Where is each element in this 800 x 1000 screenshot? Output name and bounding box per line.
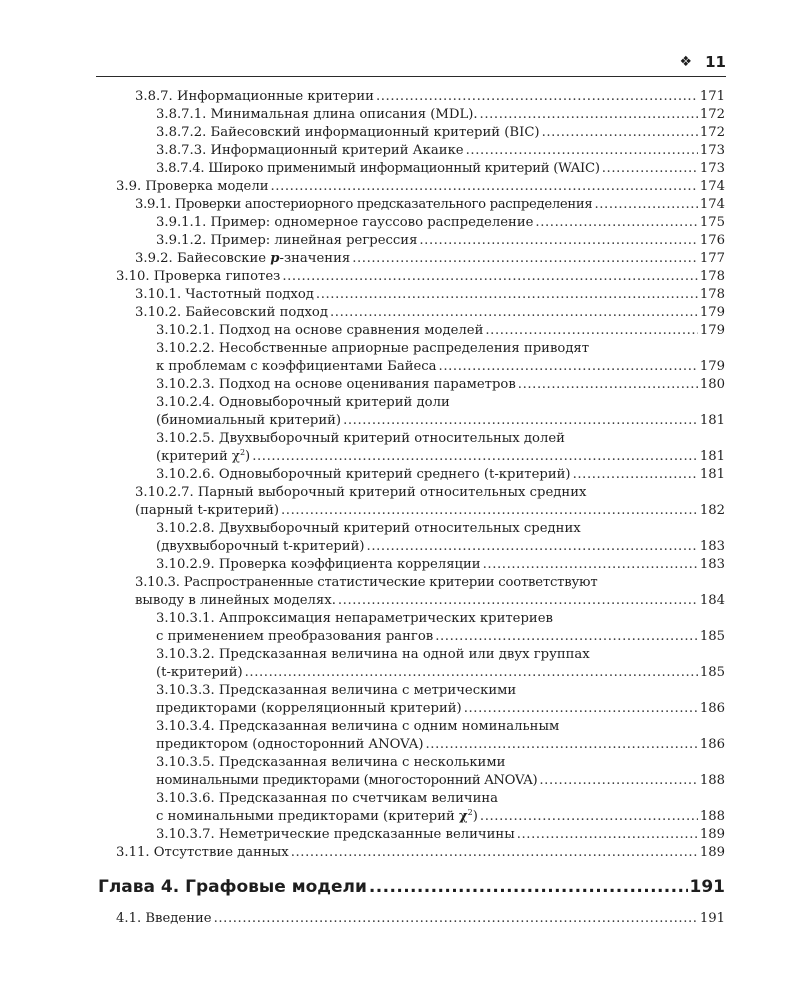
table-of-contents — [0, 88, 800, 928]
toc-entry-title: 3.9.1.2. Пример: линейная регрессия — [156, 233, 418, 248]
toc-entry[interactable] — [156, 772, 725, 790]
toc-entry-title: предиктором (односторонний ANOVA) — [156, 737, 424, 752]
leader-dots — [594, 196, 697, 214]
leader-dots — [282, 268, 698, 286]
toc-entry-page: 189 — [699, 845, 725, 860]
chapter-heading[interactable] — [98, 874, 725, 900]
toc-entry[interactable] — [156, 466, 725, 484]
leader-dots — [316, 286, 698, 304]
toc-entry[interactable] — [135, 502, 725, 520]
leader-dots — [352, 250, 698, 268]
toc-entry[interactable] — [156, 124, 725, 142]
toc-entry-title: к проблемам с коэффициентами Байеса — [156, 359, 437, 374]
toc-entry[interactable] — [156, 358, 725, 376]
p-symbol: p — [270, 251, 280, 266]
toc-entry-title: 3.8.7.2. Байесовский информационный критерий (BIC) — [156, 125, 540, 140]
toc-entry-title-part: с номинальными предикторами (критерий — [156, 809, 459, 824]
chapter-page: 191 — [689, 877, 725, 897]
superscript: 2 — [467, 808, 473, 817]
toc-entry[interactable] — [156, 412, 725, 430]
toc-entry-title: 3.10.2.9. Проверка коэффициента корреляции — [156, 557, 481, 572]
leader-dots — [376, 88, 698, 106]
leader-dots — [245, 664, 698, 682]
toc-entry-title: 3.9.1. Проверки апостериорного предсказательного распределения — [135, 197, 593, 212]
toc-entry-page: 174 — [699, 197, 725, 212]
toc-entry-title: 3.9. Проверка модели — [116, 179, 269, 194]
toc-entry-title-part: (критерий χ — [156, 449, 240, 464]
toc-entry[interactable] — [156, 142, 725, 160]
toc-entry-title: (двухвыборочный t-критерий) — [156, 539, 365, 554]
leader-dots — [435, 628, 698, 646]
toc-entry-line1[interactable] — [156, 754, 725, 772]
toc-entry-title: 3.10.1. Частотный подход — [135, 287, 314, 302]
toc-entry-line1[interactable] — [156, 610, 725, 628]
toc-entry-page: 183 — [699, 539, 725, 554]
toc-entry[interactable] — [116, 178, 725, 196]
toc-entry-line1[interactable] — [156, 718, 725, 736]
toc-entry[interactable] — [116, 910, 725, 928]
toc-entry[interactable] — [156, 448, 725, 466]
leader-dots — [480, 106, 698, 124]
superscript: 2 — [239, 448, 246, 457]
toc-entry-page: 183 — [699, 557, 725, 572]
toc-entry[interactable] — [116, 844, 725, 862]
toc-entry-title: 3.11. Отсутствие данных — [116, 845, 289, 860]
toc-entry[interactable] — [156, 160, 725, 178]
leader-dots — [535, 214, 697, 232]
toc-entry-title: номинальными предикторами (многосторонний ANOVA) — [156, 773, 538, 788]
toc-entry-page: 179 — [699, 323, 725, 338]
toc-entry-title: (биномиальный критерий) — [156, 413, 342, 428]
toc-entry[interactable] — [156, 214, 725, 232]
toc-entry-page: 181 — [699, 467, 725, 482]
leader-dots — [485, 322, 697, 340]
toc-entry[interactable] — [135, 250, 725, 268]
toc-entry[interactable] — [156, 376, 725, 394]
toc-entry[interactable] — [156, 664, 725, 682]
toc-entry-page: 181 — [699, 413, 725, 428]
toc-entry-title — [156, 808, 478, 826]
toc-entry-title: 3.9.1.1. Пример: одномерное гауссово распределение — [156, 215, 534, 230]
toc-entry-page: 172 — [699, 107, 725, 122]
toc-entry-page: 181 — [699, 449, 725, 464]
toc-entry-page: 188 — [699, 809, 725, 824]
toc-entry-title: (парный t-критерий) — [135, 503, 280, 518]
leader-dots — [483, 556, 698, 574]
toc-entry[interactable] — [156, 556, 725, 574]
page-header — [96, 52, 726, 77]
toc-entry[interactable] — [156, 700, 725, 718]
toc-entry-title: 3.10.2.5. Двухвыборочный критерий относительных долей — [156, 431, 565, 446]
leader-dots — [480, 808, 698, 826]
toc-entry-page: 179 — [699, 305, 725, 320]
toc-entry-title: 4.1. Введение — [116, 911, 212, 926]
toc-entry-title-part: ) — [472, 809, 478, 824]
toc-entry-line1[interactable] — [156, 394, 725, 412]
leader-dots — [419, 232, 697, 250]
toc-entry[interactable] — [156, 322, 725, 340]
toc-entry-page: 173 — [699, 143, 725, 158]
toc-entry-page: 180 — [699, 377, 725, 392]
leader-dots — [252, 448, 698, 466]
toc-entry-title: 3.10.2.1. Подход на основе сравнения моделей — [156, 323, 484, 338]
toc-entry-line1[interactable] — [135, 574, 725, 592]
leader-dots — [517, 826, 698, 844]
leader-dots — [464, 700, 698, 718]
toc-entry-title: 3.10.3.3. Предсказанная величина с метрическими — [156, 683, 517, 698]
toc-entry-title: предикторами (корреляционный критерий) — [156, 701, 462, 716]
leader-dots — [330, 304, 698, 322]
toc-entry-page: 182 — [699, 503, 725, 518]
toc-entry-title: 3.8.7.1. Минимальная длина описания (MDL). — [156, 107, 478, 122]
toc-entry[interactable] — [156, 538, 725, 556]
toc-entry-page: 177 — [699, 251, 725, 266]
toc-entry-title: 3.10.2.8. Двухвыборочный критерий относительных средних — [156, 521, 581, 536]
toc-entry-page: 188 — [699, 773, 725, 788]
toc-entry[interactable] — [156, 628, 725, 646]
toc-entry-page: 176 — [699, 233, 725, 248]
ornament-icon: ❖ — [679, 54, 692, 70]
toc-entry-title: 3.10.2.2. Несобственные априорные распределения приводят — [156, 341, 590, 356]
toc-entry-title: 3.10.3.1. Аппроксимация непараметрических критериев — [156, 611, 553, 626]
toc-entry-title: 3.8.7.3. Информационный критерий Акаике — [156, 143, 464, 158]
toc-entry-title-part: ) — [245, 449, 251, 464]
toc-entry-title: 3.10. Проверка гипотез — [116, 269, 281, 284]
leader-dots — [369, 874, 688, 900]
toc-entry-title: 3.10.3. Распространенные статистические критерии соответствуют — [135, 575, 598, 590]
leader-dots — [291, 844, 698, 862]
toc-entry-title — [156, 448, 250, 466]
chapter-title: Глава 4. Графовые модели — [98, 877, 367, 897]
leader-dots — [425, 736, 697, 754]
chi-symbol: χ — [458, 809, 468, 824]
leader-dots — [542, 124, 698, 142]
leader-dots — [214, 910, 698, 928]
leader-dots — [518, 376, 698, 394]
leader-dots — [439, 358, 698, 376]
leader-dots — [573, 466, 698, 484]
toc-entry-page: 175 — [699, 215, 725, 230]
toc-entry-line1[interactable] — [156, 520, 725, 538]
leader-dots — [343, 412, 698, 430]
toc-entry-page: 173 — [699, 161, 725, 176]
toc-entry[interactable] — [135, 592, 725, 610]
toc-entry-line1[interactable] — [156, 340, 725, 358]
toc-entry-title: 3.10.2.6. Одновыборочный критерий среднего (t-критерий) — [156, 467, 571, 482]
toc-entry-page: 174 — [699, 179, 725, 194]
toc-entry[interactable] — [135, 88, 725, 106]
leader-dots — [539, 772, 697, 790]
leader-dots — [367, 538, 698, 556]
leader-dots — [281, 502, 698, 520]
toc-entry[interactable] — [135, 304, 725, 322]
toc-entry-title: 3.10.3.6. Предсказанная по счетчикам величина — [156, 791, 499, 806]
toc-entry-title: 3.10.3.4. Предсказанная величина с одним номинальным — [156, 719, 560, 734]
toc-entry-page: 185 — [699, 629, 725, 644]
toc-entry[interactable] — [156, 736, 725, 754]
toc-entry-title: 3.10.3.5. Предсказанная величина с несколькими — [156, 755, 506, 770]
toc-entry-page: 178 — [699, 287, 725, 302]
toc-entry[interactable] — [156, 106, 725, 124]
toc-entry-title: 3.8.7.4. Широко применимый информационный критерий (WAIC) — [156, 161, 600, 176]
toc-entry-page: 184 — [699, 593, 725, 608]
toc-entry-line1[interactable] — [156, 646, 725, 664]
leader-dots — [602, 160, 698, 178]
toc-entry[interactable] — [135, 196, 725, 214]
toc-entry-title: 3.10.2.3. Подход на основе оценивания параметров — [156, 377, 516, 392]
toc-entry-title: 3.10.2. Байесовский подход — [135, 305, 328, 320]
leader-dots — [338, 592, 698, 610]
toc-entry-page: 189 — [699, 827, 725, 842]
toc-entry-line1[interactable] — [156, 682, 725, 700]
toc-entry-page: 179 — [699, 359, 725, 374]
toc-entry-title: с применением преобразования рангов — [156, 629, 434, 644]
toc-entry-line1[interactable] — [156, 430, 725, 448]
toc-entry-title: 3.8.7. Информационные критерии — [135, 89, 374, 104]
toc-entry-page: 172 — [699, 125, 725, 140]
toc-entry-page: 185 — [699, 665, 725, 680]
toc-entry-title-part: -значения — [279, 251, 351, 266]
toc-entry-line1[interactable] — [135, 484, 725, 502]
toc-entry[interactable] — [156, 232, 725, 250]
toc-entry-title: 3.10.2.4. Одновыборочный критерий доли — [156, 395, 450, 410]
leader-dots — [271, 178, 698, 196]
toc-entry-line1[interactable] — [156, 790, 725, 808]
toc-entry[interactable] — [135, 286, 725, 304]
toc-entry[interactable] — [156, 826, 725, 844]
toc-entry-title: (t-критерий) — [156, 665, 243, 680]
toc-entry-title: 3.10.2.7. Парный выборочный критерий относительных средних — [135, 485, 587, 500]
toc-entry-page: 186 — [699, 737, 725, 752]
toc-entry-page: 191 — [699, 911, 725, 926]
toc-entry-title: 3.10.3.2. Предсказанная величина на одной или двух группах — [156, 647, 590, 662]
toc-entry-title — [135, 250, 350, 268]
toc-entry[interactable] — [156, 808, 725, 826]
toc-entry-title-part: 3.9.2. Байесовские — [135, 251, 271, 266]
toc-entry-title: 3.10.3.7. Неметрические предсказанные величины — [156, 827, 515, 842]
toc-entry-title: выводу в линейных моделях. — [135, 593, 336, 608]
toc-entry[interactable] — [116, 268, 725, 286]
toc-entry-page: 171 — [699, 89, 725, 104]
page-number: 11 — [705, 53, 726, 71]
toc-entry-page: 186 — [699, 701, 725, 716]
leader-dots — [466, 142, 698, 160]
toc-entry-page: 178 — [699, 269, 725, 284]
